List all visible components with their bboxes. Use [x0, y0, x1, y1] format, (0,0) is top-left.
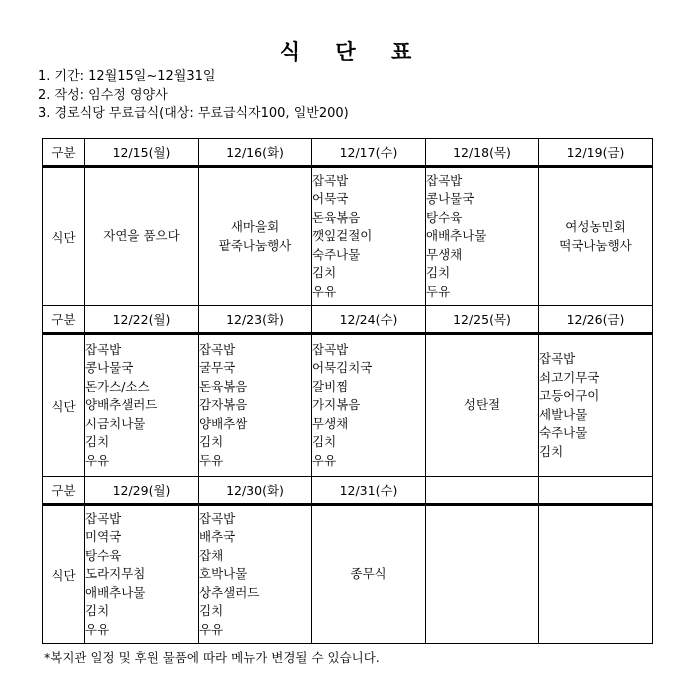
- menu-item: 양배추쌈: [199, 415, 248, 431]
- menu-table: [42, 138, 653, 644]
- date-cell: 12/19(금): [539, 139, 653, 167]
- date-cell: 12/26(금): [539, 306, 653, 334]
- sikdan-label: 식단: [43, 168, 85, 306]
- menu-cell: [312, 335, 426, 477]
- menu-item: 잡곡밥: [539, 351, 576, 366]
- menu-item: 시금치나물: [85, 415, 146, 431]
- menu-item: 세발나물: [539, 406, 588, 422]
- menu-item: 우유: [85, 621, 110, 637]
- menu-item: 잡곡밥: [199, 341, 236, 357]
- menu-item: 콩나물국: [426, 191, 475, 207]
- menu-item: 김치: [539, 443, 564, 459]
- date-cell: 12/17(수): [312, 139, 426, 167]
- sikdan-label: 식단: [43, 506, 85, 644]
- date-cell: 12/31(수): [312, 477, 426, 505]
- menu-item: 팥죽나눔행사: [218, 237, 292, 253]
- menu-item: 미역국: [85, 529, 122, 545]
- info-list: [38, 68, 349, 124]
- menu-item: 애배추나물: [85, 584, 146, 600]
- menu-row: [43, 335, 653, 477]
- date-cell: [426, 477, 539, 505]
- page-title: 식 단 표: [279, 40, 426, 64]
- menu-item: 김치: [85, 434, 110, 450]
- menu-item: 잡곡밥: [312, 172, 349, 188]
- date-cell: 12/22(월): [85, 306, 199, 334]
- date-cell: 12/16(화): [199, 139, 312, 167]
- menu-item: 성탄절: [463, 397, 501, 413]
- menu-item: 고등어구이: [539, 388, 600, 403]
- menu-item: 잡곡밥: [312, 341, 349, 357]
- menu-cell: [426, 506, 539, 644]
- menu-item: 돈가스/소스: [85, 378, 150, 394]
- menu-item: 상추샐러드: [199, 584, 260, 600]
- menu-item: 무생채: [312, 415, 349, 431]
- menu-item: 숙주나물: [539, 425, 588, 440]
- date-cell: 12/23(화): [199, 306, 312, 334]
- date-cell: 12/25(목): [426, 306, 539, 334]
- footer-note: *복지관 일정 및 후원 물품에 따라 메뉴가 변경될 수 있습니다.: [44, 650, 380, 665]
- menu-item: 잡곡밥: [426, 172, 463, 188]
- menu-item: 양배추샐러드: [85, 397, 158, 413]
- menu-cell: [539, 506, 653, 644]
- menu-item: 떡국나눔행사: [559, 237, 632, 253]
- menu-item: 김치: [312, 265, 337, 281]
- menu-cell: [85, 335, 199, 477]
- menu-item: 김치: [199, 603, 224, 619]
- info-target: 3. 경로식당 무료급식(대상: 무료급식자100, 일반200): [38, 106, 349, 121]
- menu-item: 우유: [312, 452, 337, 468]
- date-cell: 12/29(월): [85, 477, 199, 505]
- menu-cell: [85, 168, 199, 306]
- menu-item: 어묵국: [312, 191, 349, 207]
- menu-cell: [199, 335, 312, 477]
- menu-item: 잡곡밥: [85, 510, 122, 526]
- date-row: [43, 477, 653, 505]
- menu-cell: [426, 335, 539, 477]
- menu-item: 도라지무침: [85, 566, 146, 582]
- menu-cell: [199, 168, 312, 306]
- date-cell: 12/18(목): [426, 139, 539, 167]
- menu-item: 두유: [426, 283, 451, 299]
- date-cell: [539, 477, 653, 505]
- menu-cell: [539, 335, 653, 477]
- menu-item: 종무식: [350, 566, 387, 582]
- menu-item: 배추국: [199, 529, 236, 545]
- menu-item: 우유: [199, 621, 224, 637]
- menu-item: 김치: [312, 434, 337, 450]
- info-period: 1. 기간: 12월15일~12월31일: [38, 69, 216, 84]
- menu-item: 갈비찜: [312, 378, 349, 394]
- menu-item: 돈육볶음: [312, 209, 361, 225]
- menu-item: 숙주나물: [312, 246, 361, 262]
- menu-cell: [312, 168, 426, 306]
- menu-item: 우유: [85, 452, 110, 468]
- menu-item: 탕수육: [426, 209, 463, 225]
- menu-item: 감자볶음: [199, 397, 248, 413]
- menu-item: 잡채: [199, 547, 224, 563]
- menu-item: 돈육볶음: [199, 378, 248, 394]
- menu-row: [43, 506, 653, 644]
- menu-item: 가지볶음: [312, 397, 361, 413]
- menu-item: 김치: [85, 603, 110, 619]
- menu-item: 깻잎겉절이: [312, 228, 373, 244]
- menu-item: 굴무국: [199, 360, 236, 376]
- menu-cell: [539, 168, 653, 306]
- menu-item: 잡곡밥: [199, 510, 236, 526]
- menu-cell: [312, 506, 426, 644]
- menu-item: 호박나물: [199, 566, 248, 582]
- menu-item: 탕수육: [85, 547, 122, 563]
- menu-item: 잡곡밥: [85, 341, 122, 357]
- date-cell: 12/24(수): [312, 306, 426, 334]
- menu-item: 애배추나물: [426, 228, 487, 244]
- menu-item: 두유: [199, 452, 224, 468]
- date-cell: 12/30(화): [199, 477, 312, 505]
- menu-item: 김치: [199, 434, 224, 450]
- menu-item: 자연을 품으다: [103, 228, 180, 244]
- menu-item: 여성농민회: [565, 219, 626, 234]
- menu-row: [43, 168, 653, 306]
- info-author: 2. 작성: 임수정 영양사: [38, 87, 168, 103]
- menu-cell: [426, 168, 539, 306]
- menu-item: 어묵김치국: [312, 360, 373, 376]
- menu-item: 쇠고기무국: [539, 369, 600, 385]
- menu-item: 콩나물국: [85, 360, 134, 376]
- date-row: [43, 306, 653, 334]
- menu-cell: [85, 506, 199, 644]
- gubun-label: 구분: [43, 306, 85, 334]
- gubun-label: 구분: [43, 477, 85, 505]
- menu-cell: [199, 506, 312, 644]
- menu-item: 김치: [426, 265, 451, 281]
- menu-item: 새마을회: [230, 219, 280, 234]
- menu-item: 우유: [312, 283, 337, 299]
- date-row: [43, 139, 653, 167]
- menu-item: 무생채: [426, 246, 463, 262]
- sikdan-label: 식단: [43, 335, 85, 477]
- gubun-label: 구분: [43, 139, 85, 167]
- date-cell: 12/15(월): [85, 139, 199, 167]
